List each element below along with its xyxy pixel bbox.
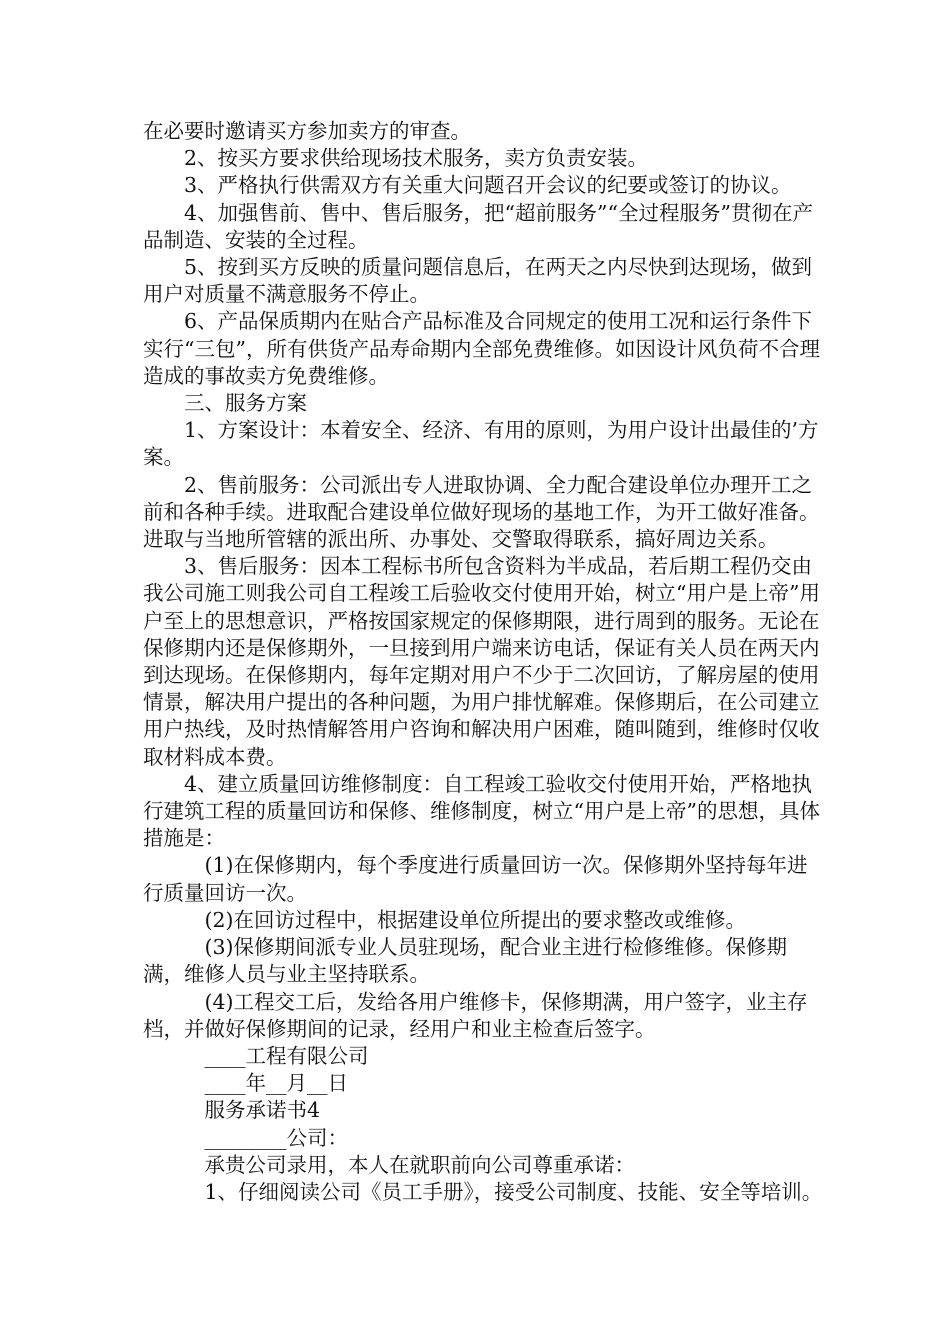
addressee: ________公司： bbox=[204, 1125, 348, 1150]
paragraph: 3、严格执行供需双方有关重大问题召开会议的纪要或签订的协议。 bbox=[184, 173, 792, 198]
list-item: (3)保修期间派专业人员驻现场，配合业主进行检修维修。保修期满，维修人员与业主坚持联系。 bbox=[143, 935, 788, 987]
list-item: (4)工程交工后，发给各用户维修卡，保修期满，用户签字，业主存档，并做好保修期间的记录，经用户和业主检查后签字。 bbox=[143, 989, 808, 1041]
paragraph: 4、建立质量回访维修制度：自工程竣工验收交付使用开始，严格地执行建筑工程的质量回访和保修、维修制度，树立“用户是上帝”的思想，具体措施是： bbox=[143, 771, 820, 851]
paragraph: 在必要时邀请买方参加卖方的审查。 bbox=[143, 119, 471, 143]
paragraph: 2、售前服务：公司派出专人进取协调、全力配合建设单位办理开工之前和各种手续。进取配合建设单位做好现场的基地工作，为开工做好准备。进取与当地所管辖的派出所、办事处、交警取得联系，搞好周边关系。 bbox=[143, 472, 820, 552]
date-line: ____年__月__日 bbox=[204, 1071, 348, 1096]
paragraph: 3、售后服务：因本工程标书所包含资料为半成品，若后期工程仍交由我公司施工则我公司自工程竣工后验收交付使用开始，树立“用户是上帝”用户至上的思想意识，严格按国家规定的保修期限，进行周到的服务。无论在保修期内还是保修期外，一旦接到用户端来访电话，保证有关人员在两天内到达现场。在保修期内，每年定期对用户不少于二次回访，了解房屋的使用情景，解决用户提出的各种问题，为用户排忧解难。保修期后，在公司建立用户热线，及时热情解答用户咨询和解决用户困难，随叫随到，维修时仅收取材料成本费。 bbox=[143, 554, 820, 769]
paragraph: 承贵公司录用，本人在就职前向公司尊重承诺： bbox=[204, 1152, 635, 1177]
paragraph: 1、方案设计：本着安全、经济、有用的原则，为用户设计出最佳的’方案。 bbox=[143, 418, 819, 470]
section-title: 服务承诺书4 bbox=[204, 1098, 321, 1123]
company-signature: ____工程有限公司 bbox=[204, 1043, 369, 1068]
section-heading: 三、服务方案 bbox=[184, 391, 307, 416]
list-item: (1)在保修期内，每个季度进行质量回访一次。保修期外坚持每年进行质量回访一次。 bbox=[143, 853, 808, 905]
paragraph: 6、产品保质期内在贴合产品标准及合同规定的使用工况和运行条件下实行“三包”，所有供货产品寿命期内全部免费维修。如因设计风负荷不合理造成的事故卖方免费维修。 bbox=[143, 309, 820, 388]
paragraph: 5、按到买方反映的质量问题信息后，在两天之内尽快到达现场，做到用户对质量不满意服务不停止。 bbox=[143, 255, 813, 307]
paragraph: 2、按买方要求供给现场技术服务，卖方负责安装。 bbox=[184, 146, 649, 171]
paragraph: 1、仔细阅读公司《员工手册》，接受公司制度、技能、安全等培训。 bbox=[204, 1179, 823, 1204]
document-body bbox=[143, 118, 823, 1206]
paragraph: 4、加强售前、售中、售后服务，把“超前服务”“全过程服务”贯彻在产品制造、安装的全过程。 bbox=[143, 200, 813, 252]
list-item: (2)在回访过程中，根据建设单位所提出的要求整改或维修。 bbox=[204, 907, 747, 932]
